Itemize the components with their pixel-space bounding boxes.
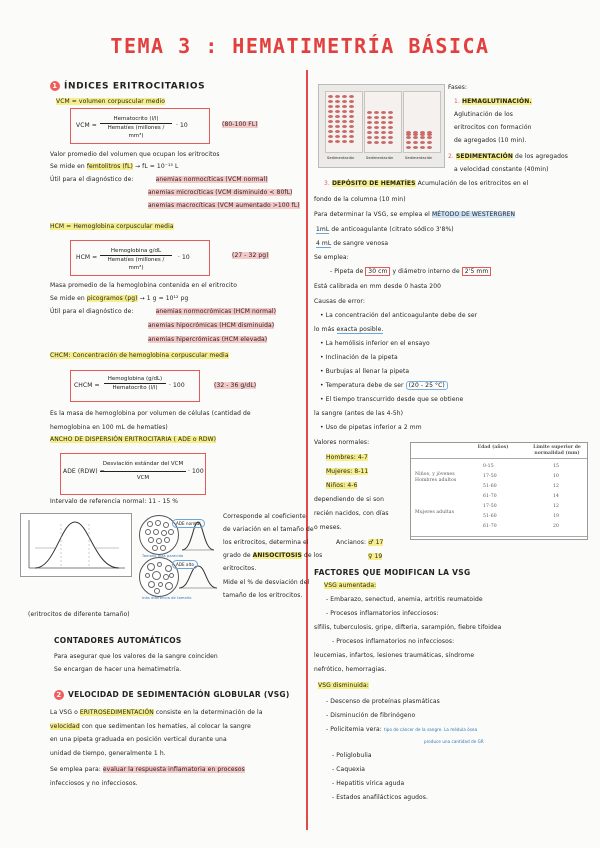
red-cell-icon bbox=[374, 121, 379, 124]
red-cell-icon bbox=[374, 126, 379, 129]
number-1-icon: 1 bbox=[50, 81, 60, 91]
photo-label-3: Sedimentación bbox=[405, 156, 433, 160]
red-cell-icon bbox=[342, 100, 347, 103]
table-value-cell: 10 bbox=[553, 474, 560, 479]
ade-desc-5: eritrocitos. bbox=[223, 565, 257, 572]
vsg-down-1: - Descenso de proteínas plasmáticas bbox=[326, 698, 440, 705]
error-5: • Temperatura debe de ser (20 - 25 °C) bbox=[320, 382, 448, 389]
red-cell-icon bbox=[328, 95, 333, 98]
table-age-cell: 61-70 bbox=[483, 524, 497, 529]
red-cell-icon bbox=[420, 133, 425, 136]
red-cell-icon bbox=[406, 146, 411, 149]
red-cell-icon bbox=[349, 105, 354, 108]
normal-women: Mujeres: 8-11 bbox=[326, 468, 369, 475]
westergren-line-4: Se emplea: bbox=[314, 254, 349, 261]
vcm-line-3: Útil para el diagnóstico de: anemias normocíticas (VCM normal) bbox=[50, 176, 268, 183]
red-cell-icon bbox=[335, 100, 340, 103]
chcm-formula-mult: · 100 bbox=[169, 382, 185, 389]
esr-reference-table bbox=[410, 442, 588, 540]
red-cell-icon bbox=[374, 136, 379, 139]
chcm-line-2: hemoglobina en 100 mL de hematíes) bbox=[50, 424, 168, 431]
red-cell-icon bbox=[367, 131, 372, 134]
table-group-1b: Hombres adultos bbox=[415, 478, 457, 483]
vsg-down-3c: produce una cantidad de GR bbox=[424, 739, 484, 744]
red-cell-icon bbox=[406, 141, 411, 144]
ade-desc-6: Mide el % de desviación del bbox=[223, 579, 310, 586]
photo-label-1: Sedimentación bbox=[327, 156, 355, 160]
ade-desc-2: de variación en el tamaño de bbox=[223, 526, 314, 533]
red-cell-icon bbox=[160, 545, 166, 551]
red-cell-icon bbox=[381, 116, 386, 119]
red-cell-icon bbox=[388, 141, 393, 144]
red-cell-icon bbox=[164, 537, 170, 543]
red-cell-icon bbox=[349, 140, 354, 143]
vcm-range: (80-100 FL) bbox=[222, 121, 258, 128]
red-cell-icon bbox=[349, 110, 354, 113]
red-cell-icon bbox=[381, 141, 386, 144]
ade-reference: Intervalo de referencia normal: 11 - 15 % bbox=[50, 498, 179, 505]
westergren-line-1: Para determinar la VSG, se emplea el MÉTODO DE WESTERGREN bbox=[314, 211, 516, 218]
vsg-line-2: velocidad con que sedimentan los hematíes, al colocar la sangre bbox=[50, 723, 251, 730]
vsg-down-5: - Caquexia bbox=[332, 766, 366, 773]
red-cell-icon bbox=[335, 130, 340, 133]
red-cell-icon bbox=[335, 125, 340, 128]
red-cell-icon bbox=[374, 141, 379, 144]
red-cell-icon bbox=[374, 116, 379, 119]
table-age-cell: 0-15 bbox=[483, 464, 494, 469]
normal-line-2: recién nacidos, con días bbox=[314, 510, 389, 517]
red-cell-icon bbox=[147, 521, 153, 527]
red-cell-icon bbox=[328, 120, 333, 123]
red-cell-icon bbox=[342, 120, 347, 123]
red-cell-icon bbox=[328, 100, 333, 103]
contadores-line-1: Para asegurar que los valores de la sangre coinciden bbox=[54, 653, 218, 660]
ade-fig-label-2: más diferencia de tamaño bbox=[142, 596, 192, 600]
hcm-range: (27 - 32 pg) bbox=[232, 252, 269, 259]
red-cell-icon bbox=[413, 133, 418, 136]
error-6a: • El tiempo transcurrido desde que se obtiene bbox=[320, 396, 464, 403]
vsg-line-3: en una pipeta graduada en posición vertical durante una bbox=[50, 736, 227, 743]
red-cell-icon bbox=[420, 146, 425, 149]
hcm-line-5: anemias hipercrómicas (HCM elevada) bbox=[148, 336, 268, 343]
red-cell-icon bbox=[154, 588, 160, 594]
table-header-limit: Límite superior de normalidad (mm) bbox=[533, 445, 581, 456]
red-cell-icon bbox=[152, 545, 158, 551]
table-group-1: Niños, y jóvenes bbox=[415, 472, 455, 477]
red-cell-icon bbox=[163, 522, 169, 528]
vcm-formula-mult: · 10 bbox=[176, 122, 188, 129]
vcm-label: VCM = volumen corpuscular medio bbox=[56, 98, 166, 105]
table-age-cell: 17-50 bbox=[483, 474, 497, 479]
ade-formula-lhs: ADE (RDW) = bbox=[63, 468, 105, 475]
red-cell-icon bbox=[381, 131, 386, 134]
hcm-formula-lhs: HCM = bbox=[76, 254, 98, 261]
vsg-up-6: nefrótico, hemorragias. bbox=[314, 666, 387, 673]
red-cell-icon bbox=[349, 115, 354, 118]
chcm-fraction: Hemoglobina (g/dL) Hematocrito (l/l) bbox=[104, 375, 166, 392]
red-cell-icon bbox=[367, 116, 372, 119]
vsg-down-title: VSG disminuida: bbox=[318, 682, 369, 689]
vsg-up-4: - Procesos inflamatorios no infecciosos: bbox=[332, 638, 455, 645]
table-age-cell: 61-70 bbox=[483, 494, 497, 499]
table-value-cell: 20 bbox=[553, 524, 560, 529]
red-cell-icon bbox=[342, 130, 347, 133]
error-1b: lo más exacta posible. bbox=[314, 326, 384, 333]
red-cell-icon bbox=[152, 571, 161, 580]
red-cell-icon bbox=[148, 537, 154, 543]
red-cell-icon bbox=[413, 136, 418, 139]
fases-title: Fases: bbox=[448, 84, 468, 91]
red-cell-icon bbox=[367, 111, 372, 114]
red-cell-icon bbox=[328, 105, 333, 108]
red-cell-icon bbox=[388, 136, 393, 139]
table-age-cell: 51-60 bbox=[483, 514, 497, 519]
error-7: • Uso de pipetas inferior a 2 mm bbox=[320, 424, 422, 431]
red-cell-icon bbox=[381, 136, 386, 139]
vcm-line-4: anemias microcíticas (VCM disminuido < 80fL) bbox=[148, 189, 293, 196]
red-cell-icon bbox=[388, 131, 393, 134]
normal-elderly-f: ♀ 19 bbox=[368, 553, 383, 560]
normal-line-1: dependiendo de si son bbox=[314, 496, 384, 503]
westergren-line-6: Está calibrada en mm desde 0 hasta 200 bbox=[314, 283, 442, 290]
red-cell-icon bbox=[155, 520, 161, 526]
red-cell-icon bbox=[413, 141, 418, 144]
red-cell-icon bbox=[147, 563, 155, 571]
red-cell-icon bbox=[335, 120, 340, 123]
red-cell-icon bbox=[388, 116, 393, 119]
red-cell-icon bbox=[349, 95, 354, 98]
hcm-line-2: Se mide en picogramos (pg) → 1 g = 10¹² pg bbox=[50, 295, 189, 302]
red-cell-icon bbox=[349, 120, 354, 123]
fase-1: 1. HEMAGLUTINACIÓN. bbox=[454, 98, 532, 105]
red-cell-icon bbox=[342, 115, 347, 118]
red-cell-icon bbox=[328, 140, 333, 143]
photo-label-2: Sedimentación bbox=[366, 156, 394, 160]
chcm-range: (32 - 36 g/dL) bbox=[214, 382, 257, 389]
red-cell-icon bbox=[342, 125, 347, 128]
table-age-cell: 17-50 bbox=[483, 504, 497, 509]
red-cell-icon bbox=[156, 538, 162, 544]
normal-values-title: Valores normales: bbox=[314, 439, 370, 446]
red-cell-icon bbox=[413, 146, 418, 149]
red-cell-icon bbox=[342, 135, 347, 138]
table-value-cell: 15 bbox=[553, 464, 560, 469]
ade-label: ANCHO DE DISPERSIÓN ERITROCITARIA ( ADE o RDW) bbox=[50, 436, 217, 443]
ade-desc-7: tamaño de los eritrocitos. bbox=[223, 592, 303, 599]
red-cell-icon bbox=[388, 126, 393, 129]
red-cell-icon bbox=[342, 140, 347, 143]
vsg-line-6: infecciosos y no infecciosos. bbox=[50, 780, 138, 787]
westergren-line-3: 4 mL de sangre venosa bbox=[316, 240, 389, 247]
normal-line-3: o meses. bbox=[314, 524, 342, 531]
westergren-line-5: - Pipeta de 30 cm y diámetro interno de 2'5 mm bbox=[330, 268, 491, 275]
chcm-line-1: Es la masa de hemoglobina por volumen de células (cantidad de bbox=[50, 410, 251, 417]
errors-title: Causas de error: bbox=[314, 298, 365, 305]
column-divider bbox=[306, 70, 308, 830]
hcm-line-4: anemias hipocrómicas (HCM disminuida) bbox=[148, 322, 275, 329]
ade-histogram-figure bbox=[20, 513, 132, 577]
fase-2-line-2: a velocidad constante (40min) bbox=[454, 166, 549, 173]
vsg-down-4: - Poliglobulia bbox=[332, 752, 372, 759]
red-cell-icon bbox=[381, 111, 386, 114]
red-cell-icon bbox=[349, 125, 354, 128]
red-cell-icon bbox=[367, 136, 372, 139]
ade-desc-1: Corresponde al coeficiente bbox=[223, 513, 306, 520]
hcm-line-3: Útil para el diagnóstico de: anemias normocrómicas (HCM normal) bbox=[50, 308, 277, 315]
fase-2: 2. SEDIMENTACIÓN de los agregados bbox=[448, 153, 569, 160]
red-cell-icon bbox=[335, 105, 340, 108]
red-cell-icon bbox=[420, 136, 425, 139]
red-cell-icon bbox=[165, 582, 173, 590]
normal-men: Hombres: 4-7 bbox=[326, 454, 368, 461]
red-cell-icon bbox=[420, 141, 425, 144]
red-cell-icon bbox=[427, 141, 432, 144]
fase-3: 3. DEPÓSITO DE HEMATÍES Acumulación de los eritrocitos en el bbox=[324, 180, 529, 187]
page-title: TEMA 3 : HEMATIMETRÍA BÁSICA bbox=[110, 34, 490, 58]
chcm-formula-lhs: CHCM = bbox=[74, 382, 100, 389]
hcm-line-1: Masa promedio de la hemoglobina contenida en el eritrocito bbox=[50, 282, 237, 289]
section-2-heading: 2 VELOCIDAD DE SEDIMENTACIÓN GLOBULAR (VSG) bbox=[54, 690, 290, 700]
red-cell-icon bbox=[349, 130, 354, 133]
vsg-down-7: - Estados anafilácticos agudos. bbox=[332, 794, 429, 801]
contadores-heading: CONTADORES AUTOMÁTICOS bbox=[54, 636, 182, 645]
vsg-up-1: - Embarazo, senectud, anemia, artritis reumatoide bbox=[326, 596, 483, 603]
error-6b: la sangre (antes de las 4-5h) bbox=[314, 410, 404, 417]
red-cell-icon bbox=[388, 111, 393, 114]
error-3: • Inclinación de la pipeta bbox=[320, 354, 398, 361]
red-cell-icon bbox=[328, 110, 333, 113]
red-cell-icon bbox=[169, 573, 174, 578]
red-cell-icon bbox=[342, 95, 347, 98]
westergren-line-2: 1mL de anticoagulante (citrato sódico 3'8%) bbox=[316, 226, 454, 233]
red-cell-icon bbox=[367, 126, 372, 129]
contadores-line-2: Se encargan de hacer una hematimetría. bbox=[54, 666, 182, 673]
red-cell-icon bbox=[145, 529, 151, 535]
vsg-up-3: sífilis, tuberculosis, gripe, difteria, sarampión, fiebre tifoidea bbox=[314, 624, 502, 631]
vcm-fraction: Hematocrito (l/l) Hematíes (millones / mm³) bbox=[100, 115, 172, 140]
table-value-cell: 12 bbox=[553, 484, 560, 489]
hcm-formula-mult: · 10 bbox=[178, 254, 190, 261]
red-cell-icon bbox=[406, 136, 411, 139]
ade-normal-bubble: ADE normal bbox=[172, 519, 205, 528]
vsg-line-4: unidad de tiempo, generalmente 1 h. bbox=[50, 750, 166, 757]
error-1a: • La concentración del anticoagulante debe de ser bbox=[320, 312, 478, 319]
red-cell-icon bbox=[153, 529, 159, 535]
fase-1-line-3: de agregados (10 min). bbox=[454, 137, 527, 144]
red-cell-icon bbox=[381, 121, 386, 124]
red-cell-icon bbox=[427, 133, 432, 136]
sedimentation-photo bbox=[318, 84, 445, 168]
red-cell-icon bbox=[328, 115, 333, 118]
red-cell-icon bbox=[342, 105, 347, 108]
red-cell-icon bbox=[367, 141, 372, 144]
vcm-line-5: anemias macrocíticas (VCM aumentado >100 fL) bbox=[148, 202, 300, 209]
red-cell-icon bbox=[349, 135, 354, 138]
vsg-down-6: - Hepatitis vírica aguda bbox=[332, 780, 405, 787]
red-cell-icon bbox=[328, 125, 333, 128]
ade-fig-label-1: Tamaño más parecido bbox=[142, 554, 184, 558]
vsg-line-1: La VSG o ERITROSEDIMENTACIÓN consiste en la determinación de la bbox=[50, 709, 263, 716]
table-value-cell: 19 bbox=[553, 514, 560, 519]
red-cell-icon bbox=[374, 131, 379, 134]
red-cell-icon bbox=[367, 121, 372, 124]
red-cell-icon bbox=[374, 111, 379, 114]
factors-heading: FACTORES QUE MODIFICAN LA VSG bbox=[314, 568, 471, 577]
chcm-label: CHCM: Concentración de hemoglobina corpuscular media bbox=[50, 352, 229, 359]
red-cell-icon bbox=[157, 562, 162, 567]
red-cell-icon bbox=[406, 133, 411, 136]
table-header-age: Edad (años) bbox=[477, 445, 509, 450]
ade-caption: (eritrocitos de diferente tamaño) bbox=[28, 611, 130, 618]
red-cell-icon bbox=[158, 582, 163, 587]
red-cell-icon bbox=[145, 573, 150, 578]
red-cell-icon bbox=[349, 100, 354, 103]
hcm-label: HCM = Hemoglobina corpuscular media bbox=[50, 223, 174, 230]
ade-formula-mult: · 100 bbox=[188, 468, 204, 475]
section-1-heading: 1 ÍNDICES ERITROCITARIOS bbox=[50, 81, 205, 92]
vcm-line-1: Valor promedio del volumen que ocupan los eritrocitos bbox=[50, 151, 220, 158]
normal-children: Niños: 4-6 bbox=[326, 482, 358, 489]
vsg-up-title: VSG aumentada: bbox=[324, 582, 377, 589]
red-cell-icon bbox=[388, 121, 393, 124]
fase-1-line-2: eritrocitos con formación bbox=[454, 124, 532, 131]
histogram-curve-icon bbox=[21, 514, 131, 576]
vcm-formula-lhs: VCM = bbox=[76, 122, 97, 129]
vsg-up-5: leucemias, infartos, lesiones traumáticas, síndrome bbox=[314, 652, 475, 659]
red-cell-icon bbox=[328, 135, 333, 138]
fase-1-line-1: Aglutinación de los bbox=[454, 111, 513, 118]
hcm-fraction: Hemoglobina g/dL Hematíes (millones / mm³) bbox=[100, 247, 172, 272]
table-value-cell: 14 bbox=[553, 494, 560, 499]
red-cell-icon bbox=[335, 135, 340, 138]
red-cell-icon bbox=[381, 126, 386, 129]
table-group-2: Mujeres adultas bbox=[415, 510, 455, 515]
ade-desc-3: los eritrocitos, determina el bbox=[223, 539, 309, 546]
fase-3-line-2: fondo de la columna (10 min) bbox=[314, 196, 406, 203]
ade-high-bubble: ADE alto bbox=[172, 560, 198, 569]
error-2: • La hemólisis inferior en el ensayo bbox=[320, 340, 430, 347]
ade-fraction: Desviación estándar del VCM VCM bbox=[100, 458, 186, 485]
red-cell-icon bbox=[335, 110, 340, 113]
red-cell-icon bbox=[165, 565, 172, 572]
table-age-cell: 51-60 bbox=[483, 484, 497, 489]
red-cell-icon bbox=[161, 530, 167, 536]
red-cell-icon bbox=[342, 110, 347, 113]
red-cell-icon bbox=[328, 130, 333, 133]
vcm-line-2: Se mide en femtolitros (fL) → fL = 10⁻¹⁵ L bbox=[50, 163, 179, 170]
red-cell-icon bbox=[335, 140, 340, 143]
red-cell-icon bbox=[148, 581, 155, 588]
red-cell-icon bbox=[427, 146, 432, 149]
error-4: • Burbujas al llenar la pipeta bbox=[320, 368, 410, 375]
red-cell-icon bbox=[168, 529, 174, 535]
vsg-down-3: - Policitemia vera: tipo de cáncer de la sangre. La médula ósea bbox=[326, 726, 478, 733]
normal-elderly: Ancianos: ♂ 17 bbox=[336, 539, 384, 546]
vsg-up-2: - Procesos inflamatorios infecciosos: bbox=[326, 610, 439, 617]
table-value-cell: 12 bbox=[553, 504, 560, 509]
red-cell-icon bbox=[335, 95, 340, 98]
number-2-icon: 2 bbox=[54, 690, 64, 700]
red-cell-icon bbox=[427, 136, 432, 139]
ade-desc-4: grado de ANISOCITOSIS de los bbox=[223, 552, 323, 559]
red-cell-icon bbox=[335, 115, 340, 118]
vsg-line-5: Se emplea para: evaluar la respuesta inflamatoria en procesos bbox=[50, 766, 245, 773]
vsg-down-2: - Disminución de fibrinógeno bbox=[326, 712, 416, 719]
